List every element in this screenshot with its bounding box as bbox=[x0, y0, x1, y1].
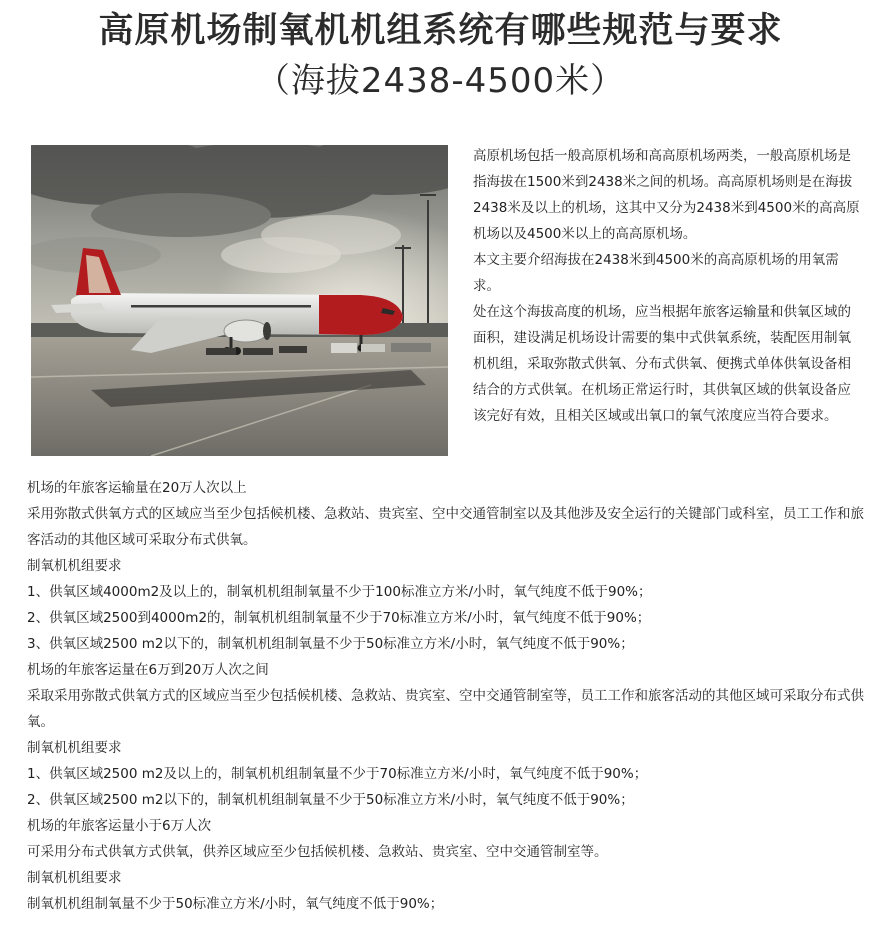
requirement-item: 1、供氧区域2500 m2及以上的，制氧机机组制氧量不少于70标准立方米/小时，氧气纯度不低于90%； bbox=[27, 766, 648, 782]
section-heading: 机场的年旅客运量小于6万人次 bbox=[27, 818, 212, 834]
section-heading: 机场的年旅客运量在6万到20万人次之间 bbox=[27, 662, 269, 678]
title-line-1: 高原机场制氧机机组系统有哪些规范与要求 bbox=[98, 11, 783, 51]
title-line-2: （海拔2438-4500米） bbox=[255, 61, 626, 101]
requirement-item: 2、供氧区域2500到4000m2的，制氧机机组制氧量不少于70标准立方米/小时，氧气纯度不低于90%； bbox=[27, 610, 651, 626]
subsection-heading: 制氧机机组要求 bbox=[27, 870, 122, 886]
requirement-item: 1、供氧区域4000m2及以上的，制氧机机组制氧量不少于100标准立方米/小时，氧气纯度不低于90%； bbox=[27, 584, 652, 600]
intro-paragraph: 处在这个海拔高度的机场，应当根据年旅客运输量和供氧区域的面积，建设满足机场设计需要的集中式供氧系统，装配医用制氧机机组，采取弥散式供氧、分布式供氧、便携式单体供氧设备相结合的方式供氧。在机场正常运行时，其供氧区域的供氧设备应该完好有效，且相关区域或出氧口的氧气浓度应当符合要求。 bbox=[473, 304, 851, 424]
intro-paragraph: 高原机场包括一般高原机场和高高原机场两类，一般高原机场是指海拔在1500米到2438米之间的机场。高高原机场则是在海拔2438米及以上的机场，这其中又分为2438米到4500米的高高原机场以及4500米以上的高高原机场。 bbox=[473, 148, 860, 242]
requirement-item: 2、供氧区域2500 m2以下的，制氧机机组制氧量不少于50标准立方米/小时，氧气纯度不低于90%； bbox=[27, 792, 634, 808]
requirement-item: 制氧机机组制氧量不少于50标准立方米/小时，氧气纯度不低于90%； bbox=[27, 896, 444, 912]
subsection-heading: 制氧机机组要求 bbox=[27, 740, 122, 756]
page-title bbox=[0, 6, 881, 106]
body-paragraph: 采取采用弥散式供氧方式的区域应当至少包括候机楼、急救站、贵宾室、空中交通管制室等，员工工作和旅客活动的其他区域可采取分布式供氧。 bbox=[27, 688, 864, 730]
windows bbox=[131, 305, 311, 308]
hero-image bbox=[31, 145, 448, 456]
intro-paragraph: 本文主要介绍海拔在2438米到4500米的高高原机场的用氧需求。 bbox=[473, 252, 839, 294]
article-body bbox=[27, 475, 867, 917]
requirement-item: 3、供氧区域2500 m2以下的，制氧机机组制氧量不少于50标准立方米/小时，氧气纯度不低于90%； bbox=[27, 636, 634, 652]
body-paragraph: 采用弥散式供氧方式的区域应当至少包括候机楼、急救站、贵宾室、空中交通管制室以及其他涉及安全运行的关键部门或科室，员工工作和旅客活动的其他区域可采取分布式供氧。 bbox=[27, 506, 864, 548]
subsection-heading: 制氧机机组要求 bbox=[27, 558, 122, 574]
intro-text bbox=[473, 143, 863, 429]
airplane-illustration bbox=[31, 145, 448, 456]
body-paragraph: 可采用分布式供氧方式供氧，供养区域应至少包括候机楼、急救站、贵宾室、空中交通管制室等。 bbox=[27, 844, 608, 860]
section-heading: 机场的年旅客运输量在20万人次以上 bbox=[27, 480, 247, 496]
